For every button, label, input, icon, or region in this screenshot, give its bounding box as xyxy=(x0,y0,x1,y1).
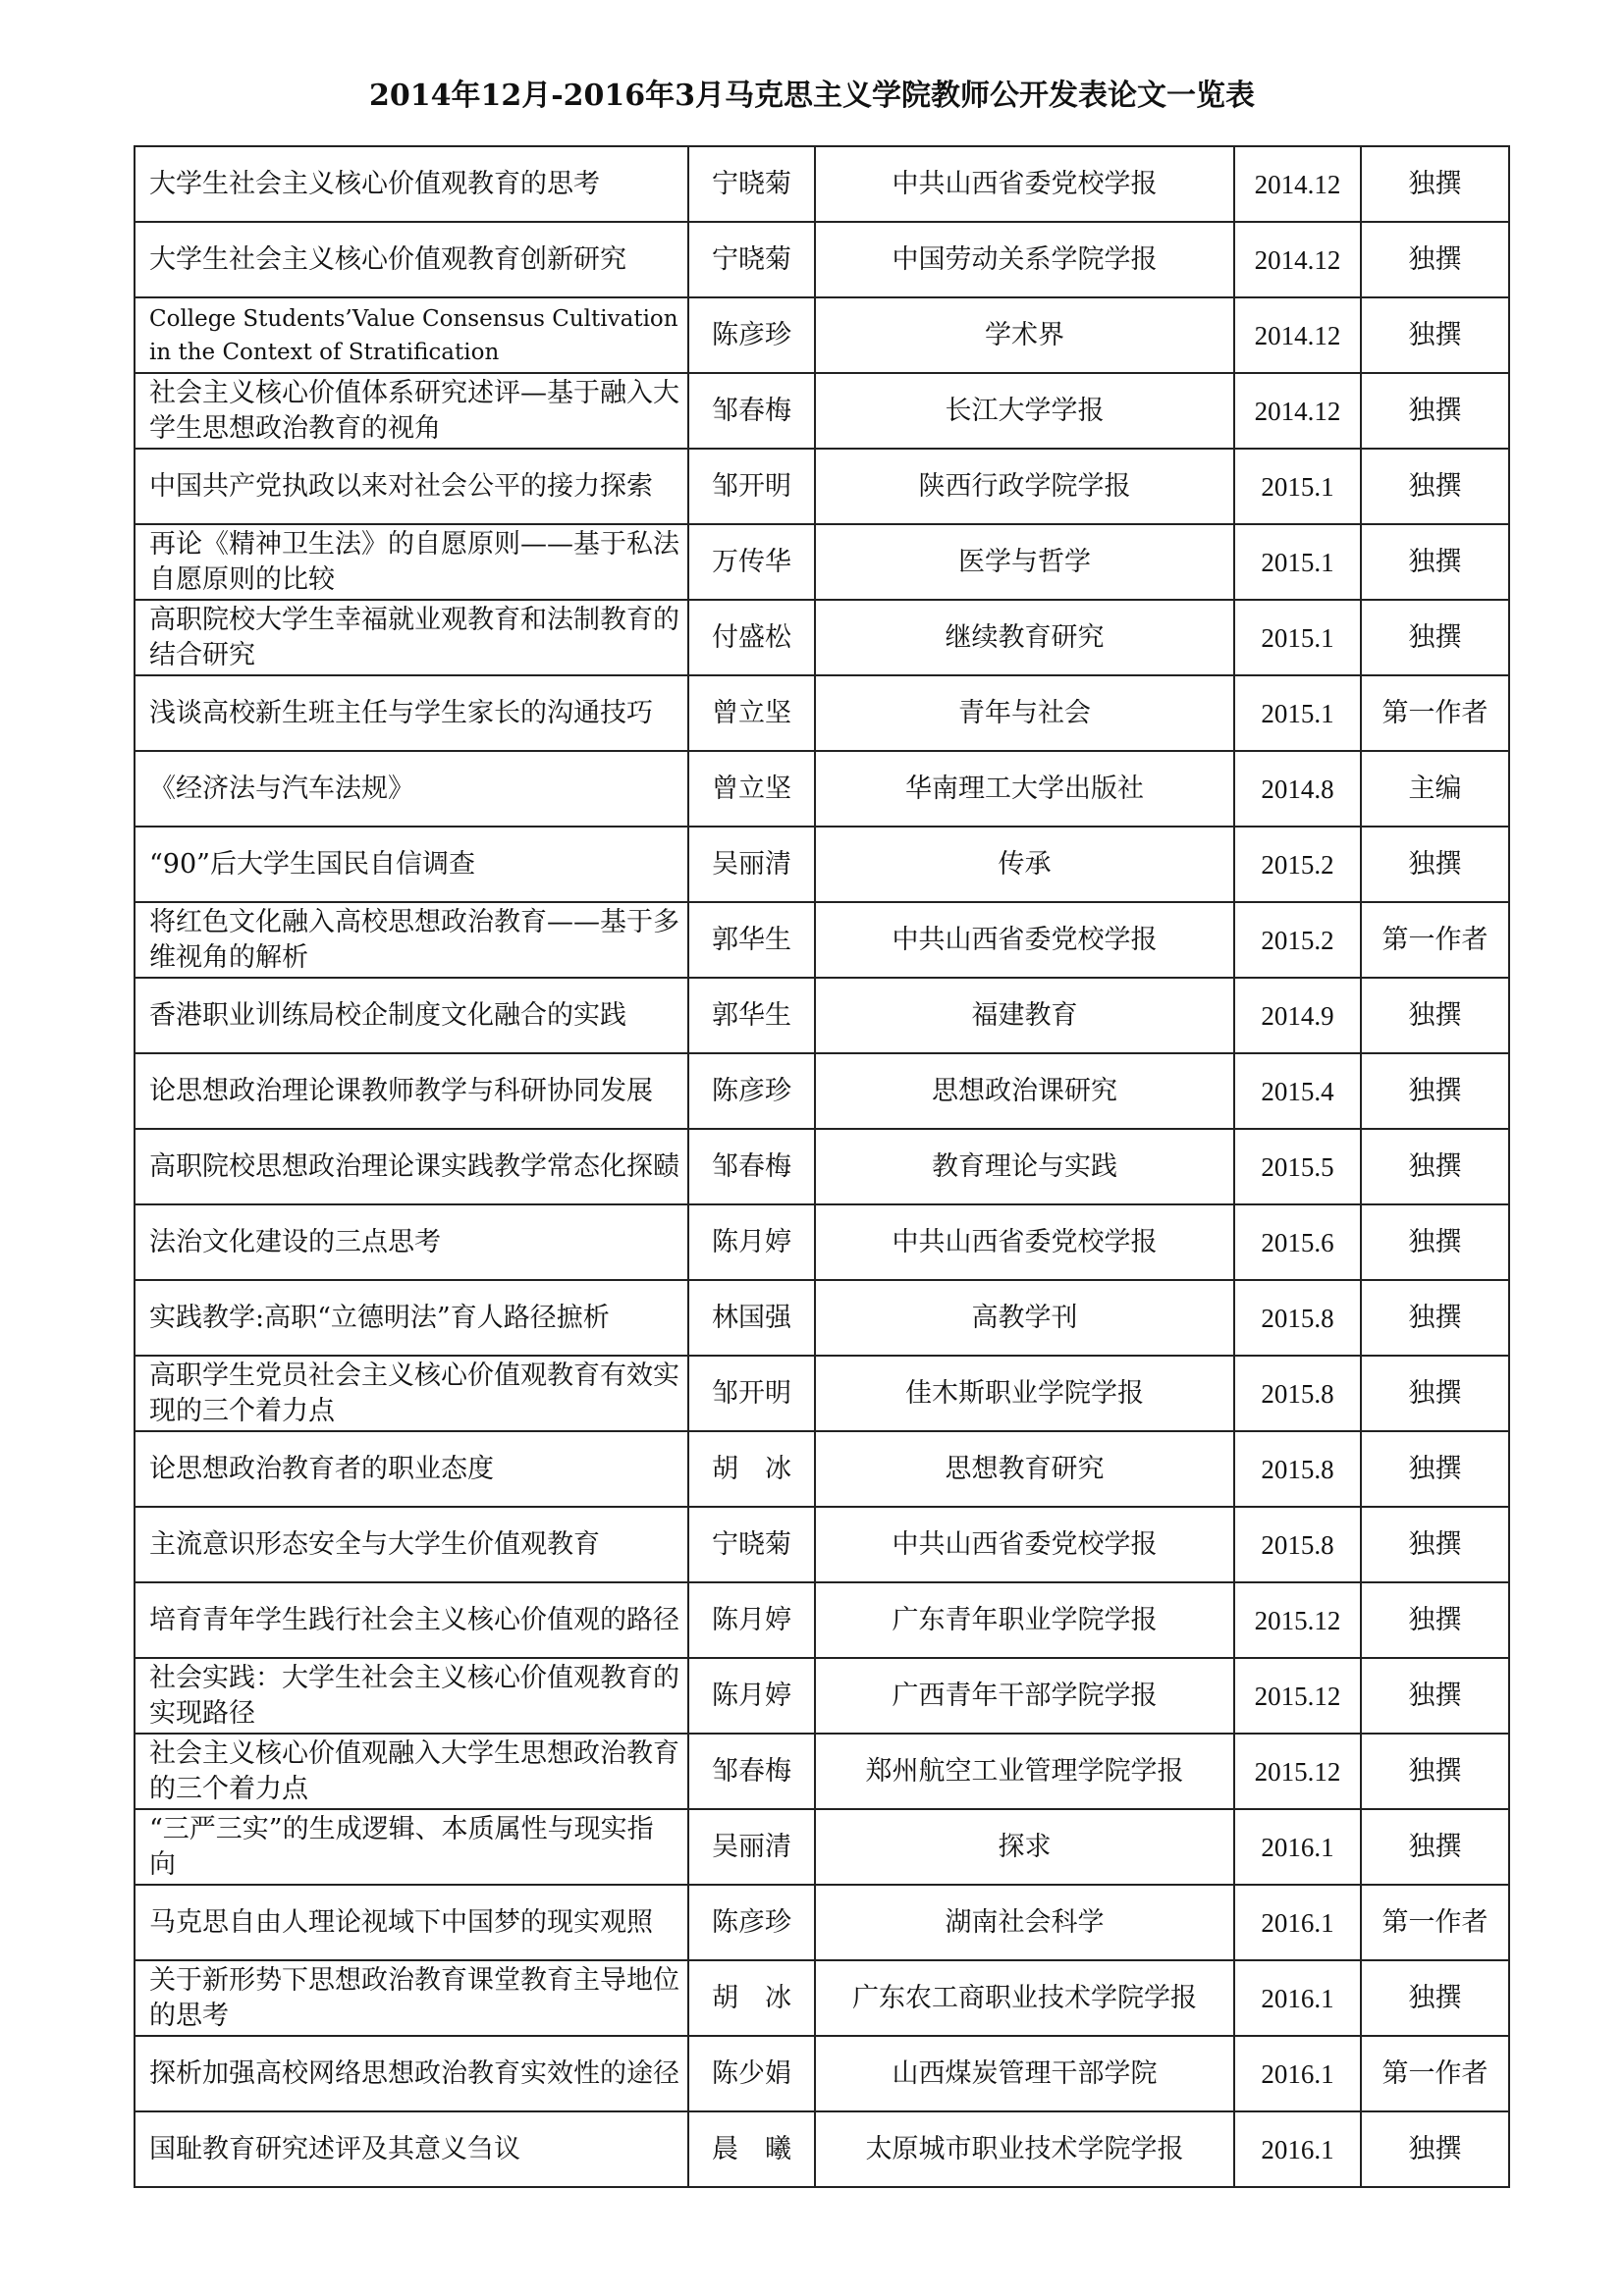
papers-table xyxy=(134,145,1510,2188)
date-cell: 2015.1 xyxy=(1234,524,1361,600)
paper-title-cell: 马克思自由人理论视域下中国梦的现实观照 xyxy=(135,1885,688,1960)
date-cell: 2015.2 xyxy=(1234,902,1361,978)
table-row xyxy=(135,449,1509,524)
table-row xyxy=(135,1204,1509,1280)
date-cell: 2015.1 xyxy=(1234,600,1361,675)
role-cell: 独撰 xyxy=(1361,2111,1509,2187)
journal-cell: 高教学刊 xyxy=(815,1280,1234,1356)
journal-cell: 探求 xyxy=(815,1809,1234,1885)
role-cell: 独撰 xyxy=(1361,1129,1509,1204)
author-cell: 陈少娟 xyxy=(688,2036,815,2111)
date-cell: 2016.1 xyxy=(1234,2036,1361,2111)
author-cell: 邹开明 xyxy=(688,449,815,524)
journal-cell: 中共山西省委党校学报 xyxy=(815,902,1234,978)
role-cell: 独撰 xyxy=(1361,1960,1509,2036)
papers-table-body xyxy=(135,146,1509,2187)
author-cell: 邹春梅 xyxy=(688,1129,815,1204)
date-cell: 2014.12 xyxy=(1234,297,1361,373)
author-cell: 宁晓菊 xyxy=(688,146,815,222)
table-row xyxy=(135,978,1509,1053)
paper-title-cell: 社会实践：大学生社会主义核心价值观教育的实现路径 xyxy=(135,1658,688,1734)
role-cell: 独撰 xyxy=(1361,1053,1509,1129)
table-row xyxy=(135,2036,1509,2111)
author-cell: 陈彦珍 xyxy=(688,1053,815,1129)
table-row xyxy=(135,751,1509,827)
date-cell: 2015.2 xyxy=(1234,827,1361,902)
paper-title-cell: 实践教学:高职“立德明法”育人路径摭析 xyxy=(135,1280,688,1356)
paper-title-cell: 法治文化建设的三点思考 xyxy=(135,1204,688,1280)
paper-title-cell: “90”后大学生国民自信调查 xyxy=(135,827,688,902)
author-cell: 邹春梅 xyxy=(688,373,815,449)
paper-title-cell: 中国共产党执政以来对社会公平的接力探索 xyxy=(135,449,688,524)
journal-cell: 思想政治课研究 xyxy=(815,1053,1234,1129)
table-row xyxy=(135,1280,1509,1356)
journal-cell: 广东青年职业学院学报 xyxy=(815,1582,1234,1658)
date-cell: 2014.9 xyxy=(1234,978,1361,1053)
paper-title-cell: 社会主义核心价值观融入大学生思想政治教育的三个着力点 xyxy=(135,1734,688,1809)
table-row xyxy=(135,675,1509,751)
role-cell: 主编 xyxy=(1361,751,1509,827)
author-cell: 吴丽清 xyxy=(688,1809,815,1885)
author-cell: 吴丽清 xyxy=(688,827,815,902)
journal-cell: 长江大学学报 xyxy=(815,373,1234,449)
date-cell: 2015.12 xyxy=(1234,1734,1361,1809)
journal-cell: 陕西行政学院学报 xyxy=(815,449,1234,524)
journal-cell: 教育理论与实践 xyxy=(815,1129,1234,1204)
table-row xyxy=(135,600,1509,675)
table-row xyxy=(135,827,1509,902)
role-cell: 第一作者 xyxy=(1361,2036,1509,2111)
role-cell: 独撰 xyxy=(1361,1582,1509,1658)
role-cell: 独撰 xyxy=(1361,1431,1509,1507)
role-cell: 独撰 xyxy=(1361,1204,1509,1280)
table-row xyxy=(135,1658,1509,1734)
role-cell: 独撰 xyxy=(1361,1507,1509,1582)
paper-title-cell: 社会主义核心价值体系研究述评—基于融入大学生思想政治教育的视角 xyxy=(135,373,688,449)
journal-cell: 广西青年干部学院学报 xyxy=(815,1658,1234,1734)
journal-cell: 思想教育研究 xyxy=(815,1431,1234,1507)
journal-cell: 医学与哲学 xyxy=(815,524,1234,600)
role-cell: 第一作者 xyxy=(1361,675,1509,751)
date-cell: 2016.1 xyxy=(1234,1885,1361,1960)
journal-cell: 湖南社会科学 xyxy=(815,1885,1234,1960)
date-cell: 2015.8 xyxy=(1234,1280,1361,1356)
author-cell: 万传华 xyxy=(688,524,815,600)
date-cell: 2015.8 xyxy=(1234,1356,1361,1431)
role-cell: 独撰 xyxy=(1361,146,1509,222)
role-cell: 独撰 xyxy=(1361,1658,1509,1734)
table-row xyxy=(135,1507,1509,1582)
role-cell: 独撰 xyxy=(1361,827,1509,902)
page-title: 2014年12月-2016年3月马克思主义学院教师公开发表论文一览表 xyxy=(368,79,1256,113)
author-cell: 曾立坚 xyxy=(688,675,815,751)
journal-cell: 郑州航空工业管理学院学报 xyxy=(815,1734,1234,1809)
paper-title-cell: 高职院校大学生幸福就业观教育和法制教育的结合研究 xyxy=(135,600,688,675)
author-cell: 曾立坚 xyxy=(688,751,815,827)
journal-cell: 华南理工大学出版社 xyxy=(815,751,1234,827)
role-cell: 独撰 xyxy=(1361,373,1509,449)
role-cell: 独撰 xyxy=(1361,297,1509,373)
author-cell: 林国强 xyxy=(688,1280,815,1356)
role-cell: 独撰 xyxy=(1361,1356,1509,1431)
date-cell: 2015.12 xyxy=(1234,1658,1361,1734)
paper-title-cell: 大学生社会主义核心价值观教育创新研究 xyxy=(135,222,688,297)
author-cell: 陈彦珍 xyxy=(688,297,815,373)
table-row xyxy=(135,1734,1509,1809)
journal-cell: 佳木斯职业学院学报 xyxy=(815,1356,1234,1431)
journal-cell: 福建教育 xyxy=(815,978,1234,1053)
date-cell: 2015.12 xyxy=(1234,1582,1361,1658)
paper-title-cell: “三严三实”的生成逻辑、本质属性与现实指向 xyxy=(135,1809,688,1885)
role-cell: 独撰 xyxy=(1361,1280,1509,1356)
date-cell: 2016.1 xyxy=(1234,1960,1361,2036)
paper-title-cell: 探析加强高校网络思想政治教育实效性的途径 xyxy=(135,2036,688,2111)
date-cell: 2015.1 xyxy=(1234,449,1361,524)
table-row xyxy=(135,373,1509,449)
author-cell: 陈月婷 xyxy=(688,1658,815,1734)
author-cell: 宁晓菊 xyxy=(688,222,815,297)
paper-title-cell: 关于新形势下思想政治教育课堂教育主导地位的思考 xyxy=(135,1960,688,2036)
author-cell: 邹开明 xyxy=(688,1356,815,1431)
paper-title-cell: 主流意识形态安全与大学生价值观教育 xyxy=(135,1507,688,1582)
journal-cell: 中共山西省委党校学报 xyxy=(815,1204,1234,1280)
paper-title-cell: 高职院校思想政治理论课实践教学常态化探赜 xyxy=(135,1129,688,1204)
author-cell: 邹春梅 xyxy=(688,1734,815,1809)
table-row xyxy=(135,1356,1509,1431)
journal-cell: 继续教育研究 xyxy=(815,600,1234,675)
date-cell: 2015.4 xyxy=(1234,1053,1361,1129)
date-cell: 2015.8 xyxy=(1234,1431,1361,1507)
paper-title-cell: 培育青年学生践行社会主义核心价值观的路径 xyxy=(135,1582,688,1658)
journal-cell: 青年与社会 xyxy=(815,675,1234,751)
date-cell: 2014.12 xyxy=(1234,373,1361,449)
journal-cell: 广东农工商职业技术学院学报 xyxy=(815,1960,1234,2036)
date-cell: 2016.1 xyxy=(1234,1809,1361,1885)
author-cell: 宁晓菊 xyxy=(688,1507,815,1582)
paper-title-cell: 国耻教育研究述评及其意义刍议 xyxy=(135,2111,688,2187)
paper-title-cell: 大学生社会主义核心价值观教育的思考 xyxy=(135,146,688,222)
journal-cell: 山西煤炭管理干部学院 xyxy=(815,2036,1234,2111)
author-cell: 晨 曦 xyxy=(688,2111,815,2187)
paper-title-cell: 再论《精神卫生法》的自愿原则——基于私法自愿原则的比较 xyxy=(135,524,688,600)
journal-cell: 中共山西省委党校学报 xyxy=(815,1507,1234,1582)
role-cell: 独撰 xyxy=(1361,1734,1509,1809)
role-cell: 独撰 xyxy=(1361,449,1509,524)
table-row xyxy=(135,297,1509,373)
table-row xyxy=(135,1129,1509,1204)
date-cell: 2015.8 xyxy=(1234,1507,1361,1582)
paper-title-cell: 《经济法与汽车法规》 xyxy=(135,751,688,827)
author-cell: 陈月婷 xyxy=(688,1582,815,1658)
author-cell: 陈月婷 xyxy=(688,1204,815,1280)
author-cell: 付盛松 xyxy=(688,600,815,675)
paper-title-cell: 高职学生党员社会主义核心价值观教育有效实现的三个着力点 xyxy=(135,1356,688,1431)
role-cell: 独撰 xyxy=(1361,978,1509,1053)
journal-cell: 中国劳动关系学院学报 xyxy=(815,222,1234,297)
date-cell: 2016.1 xyxy=(1234,2111,1361,2187)
role-cell: 独撰 xyxy=(1361,524,1509,600)
author-cell: 郭华生 xyxy=(688,978,815,1053)
table-row xyxy=(135,146,1509,222)
author-cell: 胡 冰 xyxy=(688,1960,815,2036)
date-cell: 2014.12 xyxy=(1234,222,1361,297)
table-row xyxy=(135,1582,1509,1658)
paper-title-cell: 浅谈高校新生班主任与学生家长的沟通技巧 xyxy=(135,675,688,751)
author-cell: 郭华生 xyxy=(688,902,815,978)
table-row xyxy=(135,524,1509,600)
author-cell: 陈彦珍 xyxy=(688,1885,815,1960)
table-row xyxy=(135,902,1509,978)
paper-title-cell: 论思想政治教育者的职业态度 xyxy=(135,1431,688,1507)
role-cell: 独撰 xyxy=(1361,600,1509,675)
author-cell: 胡 冰 xyxy=(688,1431,815,1507)
table-row xyxy=(135,222,1509,297)
date-cell: 2015.1 xyxy=(1234,675,1361,751)
date-cell: 2015.5 xyxy=(1234,1129,1361,1204)
table-row xyxy=(135,1885,1509,1960)
role-cell: 第一作者 xyxy=(1361,1885,1509,1960)
paper-title-cell: 将红色文化融入高校思想政治教育——基于多维视角的解析 xyxy=(135,902,688,978)
role-cell: 独撰 xyxy=(1361,222,1509,297)
journal-cell: 学术界 xyxy=(815,297,1234,373)
date-cell: 2014.12 xyxy=(1234,146,1361,222)
table-row xyxy=(135,1960,1509,2036)
journal-cell: 传承 xyxy=(815,827,1234,902)
table-row xyxy=(135,1809,1509,1885)
role-cell: 第一作者 xyxy=(1361,902,1509,978)
table-row xyxy=(135,1431,1509,1507)
table-row xyxy=(135,2111,1509,2187)
paper-title-cell: 香港职业训练局校企制度文化融合的实践 xyxy=(135,978,688,1053)
journal-cell: 太原城市职业技术学院学报 xyxy=(815,2111,1234,2187)
role-cell: 独撰 xyxy=(1361,1809,1509,1885)
table-row xyxy=(135,1053,1509,1129)
journal-cell: 中共山西省委党校学报 xyxy=(815,146,1234,222)
date-cell: 2014.8 xyxy=(1234,751,1361,827)
paper-title-cell: 论思想政治理论课教师教学与科研协同发展 xyxy=(135,1053,688,1129)
paper-title-cell: College Students’Value Consensus Cultivation in the Context of Stratification xyxy=(135,297,688,373)
date-cell: 2015.6 xyxy=(1234,1204,1361,1280)
